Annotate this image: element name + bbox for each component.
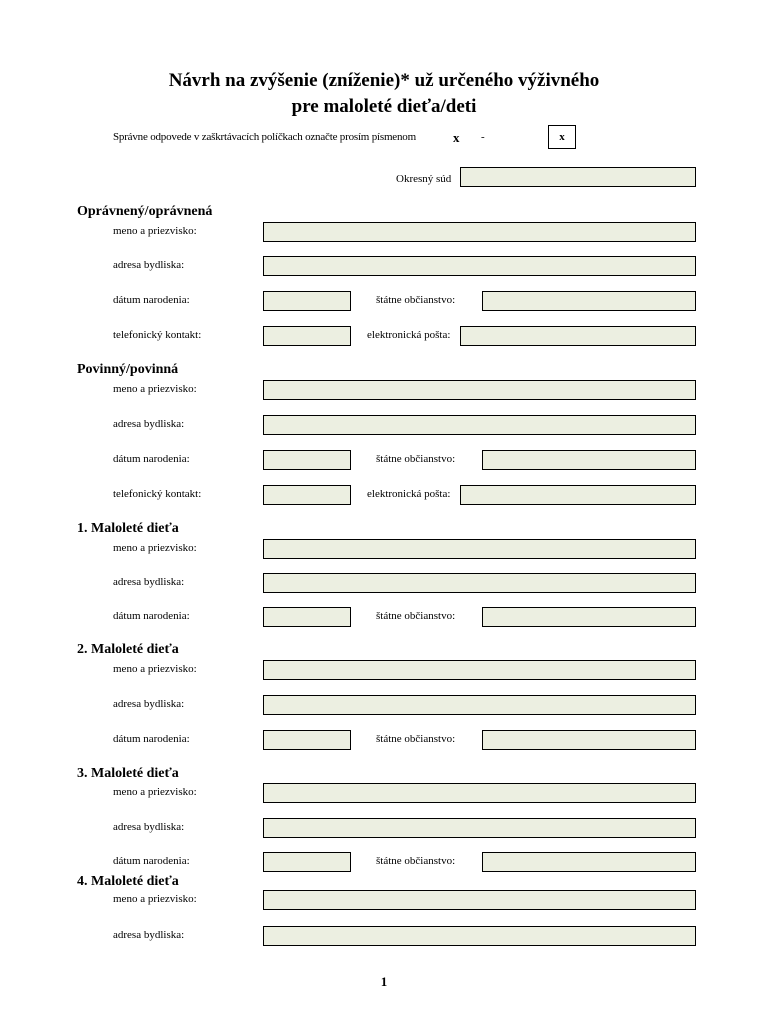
claimant-address-field[interactable] xyxy=(263,256,696,276)
child3-dob-field[interactable] xyxy=(263,852,351,872)
claimant-email-field[interactable] xyxy=(460,326,696,346)
citizenship-label: štátne občianstvo: xyxy=(376,855,456,867)
citizenship-label: štátne občianstvo: xyxy=(376,453,456,465)
court-label: Okresný súd xyxy=(396,173,452,185)
name-label: meno a priezvisko: xyxy=(113,663,197,675)
email-label: elektronická pošta: xyxy=(367,488,451,500)
name-label: meno a priezvisko: xyxy=(113,786,197,798)
phone-label: telefonický kontakt: xyxy=(113,488,202,500)
obligor-dob-field[interactable] xyxy=(263,450,351,470)
citizenship-label: štátne občianstvo: xyxy=(376,733,456,745)
child1-address-field[interactable] xyxy=(263,573,696,593)
child1-citizenship-field[interactable] xyxy=(482,607,696,627)
address-label: adresa bydliska: xyxy=(113,929,185,941)
claimant-phone-field[interactable] xyxy=(263,326,351,346)
form-title-line1: Návrh na zvýšenie (zníženie)* už určeného výživného xyxy=(168,70,600,91)
child2-address-field[interactable] xyxy=(263,695,696,715)
instruction-dash: - xyxy=(481,131,485,143)
section-heading-child2: 2. Maloleté dieťa xyxy=(77,642,179,657)
section-heading-child4: 4. Maloleté dieťa xyxy=(77,874,179,889)
email-label: elektronická pošta: xyxy=(367,329,451,341)
claimant-name-field[interactable] xyxy=(263,222,696,242)
obligor-phone-field[interactable] xyxy=(263,485,351,505)
dob-label: dátum narodenia: xyxy=(113,855,190,867)
address-label: adresa bydliska: xyxy=(113,821,185,833)
name-label: meno a priezvisko: xyxy=(113,542,197,554)
instruction-text: Správne odpovede v zaškrtávacích políčkach označte prosím písmenom xyxy=(113,131,416,143)
dob-label: dátum narodenia: xyxy=(113,453,190,465)
court-field[interactable] xyxy=(460,167,696,187)
child4-address-field[interactable] xyxy=(263,926,696,946)
address-label: adresa bydliska: xyxy=(113,418,185,430)
example-checkbox: x xyxy=(548,125,576,149)
dob-label: dátum narodenia: xyxy=(113,733,190,745)
claimant-citizenship-field[interactable] xyxy=(482,291,696,311)
name-label: meno a priezvisko: xyxy=(113,225,197,237)
name-label: meno a priezvisko: xyxy=(113,893,197,905)
child2-dob-field[interactable] xyxy=(263,730,351,750)
instruction-mark: x xyxy=(453,130,460,145)
address-label: adresa bydliska: xyxy=(113,259,185,271)
claimant-dob-field[interactable] xyxy=(263,291,351,311)
obligor-citizenship-field[interactable] xyxy=(482,450,696,470)
child1-name-field[interactable] xyxy=(263,539,696,559)
section-heading-child3: 3. Maloleté dieťa xyxy=(77,766,179,781)
form-title-line2: pre maloleté dieťa/deti xyxy=(291,96,477,117)
child3-name-field[interactable] xyxy=(263,783,696,803)
obligor-address-field[interactable] xyxy=(263,415,696,435)
citizenship-label: štátne občianstvo: xyxy=(376,294,456,306)
child4-name-field[interactable] xyxy=(263,890,696,910)
child3-address-field[interactable] xyxy=(263,818,696,838)
citizenship-label: štátne občianstvo: xyxy=(376,610,456,622)
section-heading-obligor: Povinný/povinná xyxy=(77,362,179,377)
dob-label: dátum narodenia: xyxy=(113,294,190,306)
dob-label: dátum narodenia: xyxy=(113,610,190,622)
name-label: meno a priezvisko: xyxy=(113,383,197,395)
section-heading-child1: 1. Maloleté dieťa xyxy=(77,521,179,536)
address-label: adresa bydliska: xyxy=(113,698,185,710)
child1-dob-field[interactable] xyxy=(263,607,351,627)
address-label: adresa bydliska: xyxy=(113,576,185,588)
child2-name-field[interactable] xyxy=(263,660,696,680)
section-heading-claimant: Oprávnený/oprávnená xyxy=(77,204,213,219)
child2-citizenship-field[interactable] xyxy=(482,730,696,750)
phone-label: telefonický kontakt: xyxy=(113,329,202,341)
child3-citizenship-field[interactable] xyxy=(482,852,696,872)
obligor-name-field[interactable] xyxy=(263,380,696,400)
page-number: 1 xyxy=(380,974,388,989)
obligor-email-field[interactable] xyxy=(460,485,696,505)
